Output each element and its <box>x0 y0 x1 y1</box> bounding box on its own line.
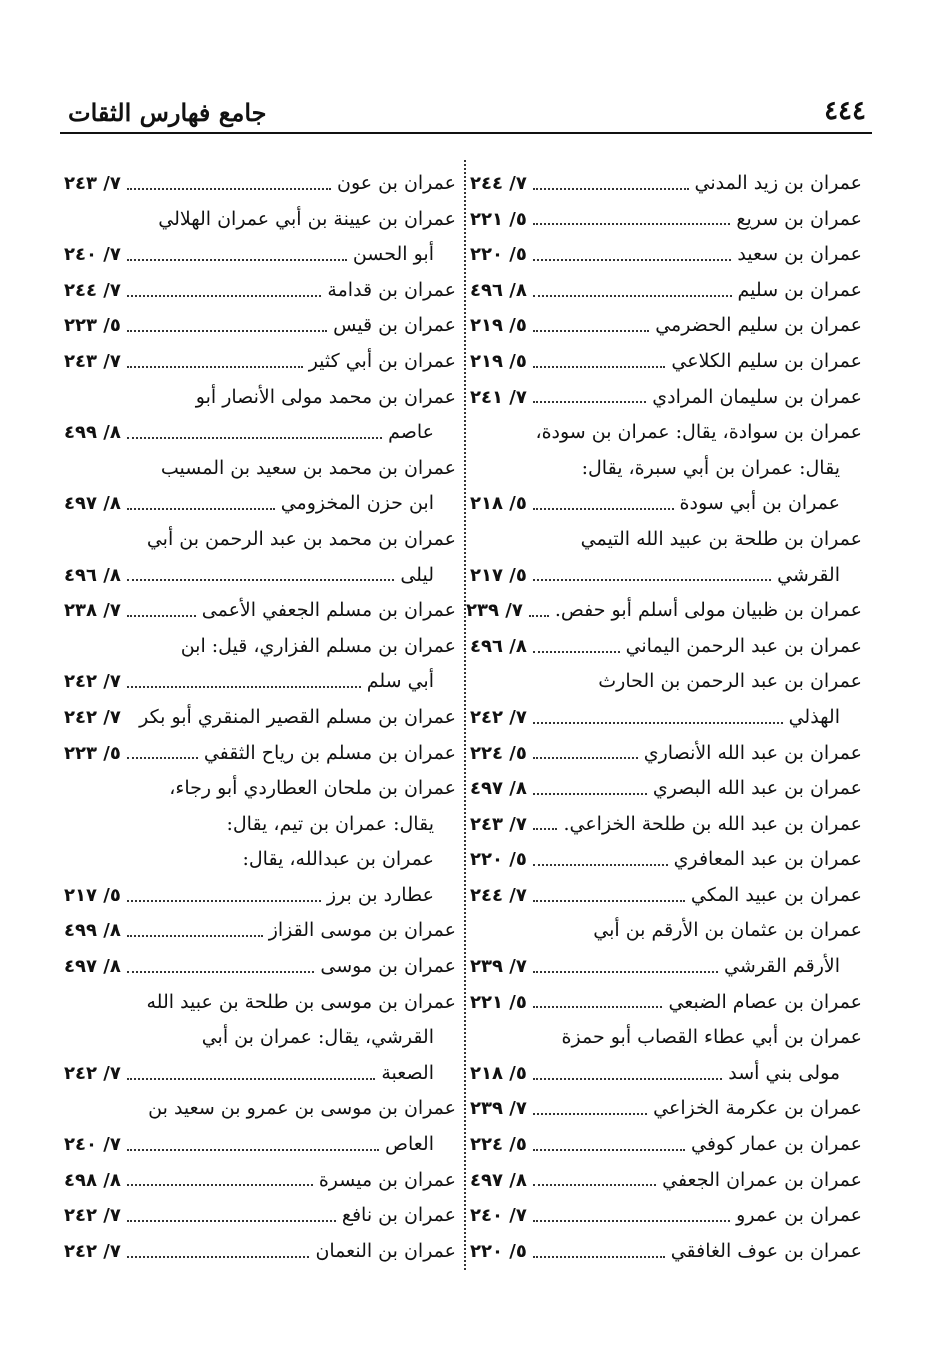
entry-name: عمران بن نافع <box>341 1204 456 1227</box>
index-entry <box>470 1198 862 1234</box>
volume-page-ref: ٨/ ٤٩٧ <box>470 778 527 800</box>
entry-name: عمران بن عكرمة الخزاعي <box>653 1097 862 1120</box>
entry-name: عمران بن عبد الرحمن بن الحارث <box>598 670 862 693</box>
index-entry <box>64 273 456 309</box>
book-title: جامع فهارس الثقات <box>68 98 267 127</box>
dot-leader <box>533 971 718 973</box>
dot-leader <box>127 686 361 688</box>
volume-page-ref: ٧/ ٢٣٩ <box>466 600 523 622</box>
index-entry <box>470 415 862 451</box>
column-divider <box>464 160 466 1270</box>
index-column-right <box>466 166 862 1269</box>
index-entry <box>64 522 456 558</box>
dot-leader <box>533 1184 656 1186</box>
dot-leader <box>127 188 331 190</box>
volume-page-ref: ٧/ ٢٤٤ <box>470 884 527 906</box>
entry-name: عمران بن طلحة بن عبيد الله التيمي <box>580 527 862 550</box>
volume-page-ref: ٧/ ٢٣٩ <box>470 1098 527 1120</box>
index-entry <box>470 166 862 202</box>
index-entry <box>64 1127 456 1163</box>
index-entry <box>470 202 862 238</box>
entry-name: عمران بن سعيد <box>737 243 862 266</box>
volume-page-ref: ٧/ ٢٤٢ <box>64 1240 121 1262</box>
dot-leader <box>533 579 771 581</box>
volume-page-ref: ٥/ ٢٢٣ <box>64 742 121 764</box>
entry-name: عمران بن سليمان المرادي <box>652 385 862 408</box>
dot-leader <box>533 1220 730 1222</box>
volume-page-ref: ٥/ ٢٢١ <box>470 208 527 230</box>
index-entry <box>470 878 862 914</box>
dot-leader <box>127 508 275 510</box>
entry-name: يقال: عمران بن تيم، يقال: <box>226 812 434 835</box>
volume-page-ref: ٨/ ٤٩٩ <box>64 422 121 444</box>
index-entry <box>64 202 456 238</box>
index-entry <box>470 1056 862 1092</box>
volume-page-ref: ٥/ ٢٢٠ <box>470 244 527 266</box>
index-entry <box>466 593 862 629</box>
volume-page-ref: ٧/ ٢٤٢ <box>64 1062 121 1084</box>
volume-page-ref: ٨/ ٤٩٩ <box>64 920 121 942</box>
entry-name: عطارد بن برز <box>326 883 434 906</box>
dot-leader <box>127 971 315 973</box>
index-entry <box>64 664 456 700</box>
dot-leader <box>533 223 731 225</box>
volume-page-ref: ٥/ ٢٢٠ <box>470 1240 527 1262</box>
dot-leader <box>533 793 647 795</box>
index-entry <box>64 1056 456 1092</box>
entry-name: عمران بن أبي عطاء القصاب أبو حمزة <box>561 1026 862 1049</box>
index-entry <box>470 522 862 558</box>
volume-page-ref: ٥/ ٢١٧ <box>64 884 121 906</box>
entry-name: مولى بني أسد <box>728 1061 840 1084</box>
dot-leader <box>533 828 558 830</box>
index-entry <box>64 807 456 843</box>
volume-page-ref: ٧/ ٢٤٠ <box>64 1134 121 1156</box>
index-entry <box>64 451 456 487</box>
dot-leader <box>533 366 666 368</box>
entry-name: يقال: عمران بن أبي سبرة، يقال: <box>581 456 840 479</box>
index-entry <box>64 913 456 949</box>
dot-leader <box>533 1149 685 1151</box>
index-entry <box>470 807 862 843</box>
index-entry <box>470 985 862 1021</box>
dot-leader <box>127 1256 310 1258</box>
volume-page-ref: ٨/ ٤٩٧ <box>470 1169 527 1191</box>
dot-leader <box>529 615 549 617</box>
index-entry <box>64 629 456 665</box>
dot-leader <box>127 437 382 439</box>
dot-leader <box>127 900 321 902</box>
index-entry <box>470 1020 862 1056</box>
volume-page-ref: ٨/ ٤٩٦ <box>64 564 121 586</box>
volume-page-ref: ٧/ ٢٤٣ <box>64 350 121 372</box>
dot-leader <box>533 1078 722 1080</box>
index-entry <box>64 237 456 273</box>
volume-page-ref: ٨/ ٤٩٨ <box>64 1169 121 1191</box>
index-entry <box>470 1127 862 1163</box>
entry-name: عمران بن عون <box>337 172 456 194</box>
volume-page-ref: ٥/ ٢١٨ <box>470 1062 527 1084</box>
entry-name: عمران بن محمد بن سعيد بن المسيب <box>160 456 456 479</box>
entry-name: عمران بن موسى بن طلحة بن عبيد الله <box>146 990 456 1013</box>
index-entry <box>470 949 862 985</box>
dot-leader <box>533 651 620 653</box>
index-entry <box>470 308 862 344</box>
index-entry <box>64 736 456 772</box>
dot-leader <box>533 1256 665 1258</box>
entry-name: الأرقم القرشي <box>724 955 840 978</box>
index-entry <box>64 1234 456 1270</box>
index-entry <box>470 700 862 736</box>
entry-name: عمران بن عبيد المكي <box>690 883 862 906</box>
dot-leader <box>127 757 198 759</box>
index-entry <box>470 451 862 487</box>
volume-page-ref: ٧/ ٢٤٤ <box>64 279 121 301</box>
index-entry <box>470 237 862 273</box>
volume-page-ref: ٥/ ٢١٧ <box>470 564 527 586</box>
dot-leader <box>127 1149 379 1151</box>
entry-name: عاصم <box>388 421 434 444</box>
index-entry <box>470 629 862 665</box>
entry-name: عمران بن عبد المعافري <box>673 848 862 871</box>
index-entry <box>64 486 456 522</box>
index-entry <box>64 771 456 807</box>
volume-page-ref: ٧/ ٢٤٠ <box>64 244 121 266</box>
entry-name: عمران بن قدامة <box>327 278 456 301</box>
volume-page-ref: ٧/ ٢٣٨ <box>64 600 121 622</box>
dot-leader <box>127 1078 376 1080</box>
entry-name: عمران بن عصام الضبعي <box>668 990 862 1013</box>
index-entry <box>470 1163 862 1199</box>
entry-name: القرشي <box>777 563 840 586</box>
volume-page-ref: ٧/ ٢٤٢ <box>470 706 527 728</box>
volume-page-ref: ٥/ ٢٢١ <box>470 991 527 1013</box>
entry-name: عمران بن مسلم الجعفي الأعمى <box>201 599 456 622</box>
index-entry <box>470 842 862 878</box>
index-entry <box>64 308 456 344</box>
volume-page-ref: ٧/ ٢٤٢ <box>64 671 121 693</box>
index-entry <box>64 985 456 1021</box>
volume-page-ref: ٥/ ٢٢٤ <box>470 742 527 764</box>
entry-name: الصعبة <box>381 1061 434 1084</box>
dot-leader <box>533 330 649 332</box>
entry-name: عمران بن عبد الرحمن اليماني <box>625 634 862 657</box>
entry-name: عمران بن ميسرة <box>318 1168 456 1191</box>
volume-page-ref: ٥/ ٢٢٤ <box>470 1134 527 1156</box>
index-entry <box>470 273 862 309</box>
dot-leader <box>533 757 638 759</box>
index-entry <box>64 380 456 416</box>
entry-name: عمران بن عمرو <box>736 1204 862 1227</box>
volume-page-ref: ٧/ ٢٣٩ <box>470 956 527 978</box>
index-entry <box>64 700 456 736</box>
dot-leader <box>533 722 783 724</box>
index-entry <box>64 166 456 202</box>
index-entry <box>64 842 456 878</box>
dot-leader <box>533 1113 647 1115</box>
volume-page-ref: ٨/ ٤٩٧ <box>64 956 121 978</box>
dot-leader <box>533 188 689 190</box>
page-header <box>60 96 872 134</box>
entry-name: عمران بن عيينة بن أبي عمران الهلالي <box>158 207 456 230</box>
entry-name: عمران بن عبد الله بن طلحة الخزاعي. <box>563 812 862 835</box>
index-entry <box>64 1091 456 1127</box>
index-entry <box>470 344 862 380</box>
entry-name: عمران بن عبد الله البصري <box>652 777 862 800</box>
entry-name: عمران بن سليم <box>737 278 862 301</box>
volume-page-ref: ٥/ ٢٢٠ <box>470 849 527 871</box>
dot-leader <box>127 1220 336 1222</box>
entry-name: عمران بن عبدالله، يقال: <box>242 848 434 871</box>
entry-name: عمران بن مسلم الفزاري، قيل: ابن <box>180 634 456 657</box>
entry-name: أبي سلم <box>366 670 434 693</box>
volume-page-ref: ٨/ ٤٩٦ <box>470 279 527 301</box>
entry-name: عمران بن محمد مولى الأنصار أبو <box>195 385 456 408</box>
entry-name: عمران بن عمران الجعفي <box>662 1168 862 1191</box>
volume-page-ref: ٥/ ٢١٩ <box>470 350 527 372</box>
entry-name: عمران بن مسلم بن رياح الثقفي <box>203 741 456 764</box>
entry-name: ابن حزن المخزومي <box>280 492 434 515</box>
index-entry <box>64 558 456 594</box>
dot-leader <box>127 935 263 937</box>
entry-name: عمران بن زيد المدني <box>694 172 862 194</box>
dot-leader <box>127 1184 313 1186</box>
index-entry <box>64 593 456 629</box>
index-entry <box>470 771 862 807</box>
index-entry <box>470 486 862 522</box>
entry-name: عمران بن أبي كثير <box>308 349 456 372</box>
volume-page-ref: ٧/ ٢٤٤ <box>470 173 527 194</box>
entry-name: عمران بن موسى القزاز <box>268 919 456 942</box>
entry-name: عمران بن عبد الله الأنصاري <box>643 741 862 764</box>
volume-page-ref: ٥/ ٢١٨ <box>470 493 527 515</box>
entry-name: عمران بن عوف الغافقي <box>670 1239 862 1262</box>
index-entry <box>64 878 456 914</box>
entry-name: عمران بن عمار كوفي <box>691 1133 862 1156</box>
volume-page-ref: ٨/ ٤٩٦ <box>470 635 527 657</box>
dot-leader <box>533 864 668 866</box>
index-entry <box>470 736 862 772</box>
entry-name: الهذلي <box>788 705 840 728</box>
volume-page-ref: ٧/ ٢٤٠ <box>470 1205 527 1227</box>
entry-name: عمران بن ملحان العطاردي أبو رجاء، <box>169 777 456 800</box>
index-entry <box>470 380 862 416</box>
entry-name: ليلى <box>400 563 434 586</box>
entry-name: القرشي، يقال: عمران بن أبي <box>201 1026 434 1049</box>
entry-name: عمران بن ظبيان مولى أسلم أبو حفص. <box>554 599 862 622</box>
entry-name: عمران بن مسلم القصير المنقري أبو بكر <box>139 705 456 728</box>
volume-page-ref: ٥/ ٢٢٣ <box>64 315 121 337</box>
dot-leader <box>533 259 732 261</box>
index-column-left <box>64 166 456 1269</box>
index-entry <box>470 1234 862 1270</box>
volume-page-ref: ٧/ ٢٤٣ <box>470 813 527 835</box>
dot-leader <box>533 508 674 510</box>
dot-leader <box>533 295 732 297</box>
dot-leader <box>533 900 685 902</box>
dot-leader <box>127 579 395 581</box>
entry-name: عمران بن محمد بن عبد الرحمن بن أبي <box>146 527 456 550</box>
dot-leader <box>533 1006 663 1008</box>
page-number: ٤٤٤ <box>824 96 866 126</box>
index-entry <box>470 1091 862 1127</box>
entry-name: عمران بن سريع <box>736 207 862 230</box>
entry-name: عمران بن سوادة، يقال: عمران بن سودة، <box>535 421 862 444</box>
entry-name: عمران بن سليم الحضرمي <box>655 314 862 337</box>
entry-name: عمران بن سليم الكلاعي <box>671 349 862 372</box>
entry-name: عمران بن عثمان بن الأرقم بن أبي <box>593 919 862 942</box>
volume-page-ref: ٥/ ٢١٩ <box>470 315 527 337</box>
index-entry <box>470 664 862 700</box>
index-entry <box>64 1163 456 1199</box>
dot-leader <box>127 330 327 332</box>
volume-page-ref: ٧/ ٢٤٢ <box>64 1205 121 1227</box>
entry-name: عمران بن موسى <box>320 955 456 978</box>
dot-leader <box>127 366 303 368</box>
index-entry <box>64 1198 456 1234</box>
volume-page-ref: ٧/ ٢٤٢ <box>64 706 121 728</box>
entry-name: عمران بن قيس <box>333 314 456 337</box>
dot-leader <box>127 615 196 617</box>
dot-leader <box>127 259 347 261</box>
index-entry <box>64 415 456 451</box>
entry-name: أبو الحسن <box>352 243 434 266</box>
volume-page-ref: ٧/ ٢٤٣ <box>64 173 121 194</box>
index-entry <box>64 949 456 985</box>
volume-page-ref: ٧/ ٢٤١ <box>470 386 527 408</box>
dot-leader <box>127 295 322 297</box>
index-entry <box>64 344 456 380</box>
entry-name: عمران بن أبي سودة <box>679 492 840 515</box>
index-entry <box>470 558 862 594</box>
entry-name: عمران بن موسى بن عمرو بن سعيد بن <box>148 1097 456 1120</box>
entry-name: العاص <box>385 1133 434 1156</box>
dot-leader <box>533 401 646 403</box>
index-entry <box>64 1020 456 1056</box>
volume-page-ref: ٨/ ٤٩٧ <box>64 493 121 515</box>
entry-name: عمران بن النعمان <box>315 1239 456 1262</box>
index-entry <box>470 913 862 949</box>
